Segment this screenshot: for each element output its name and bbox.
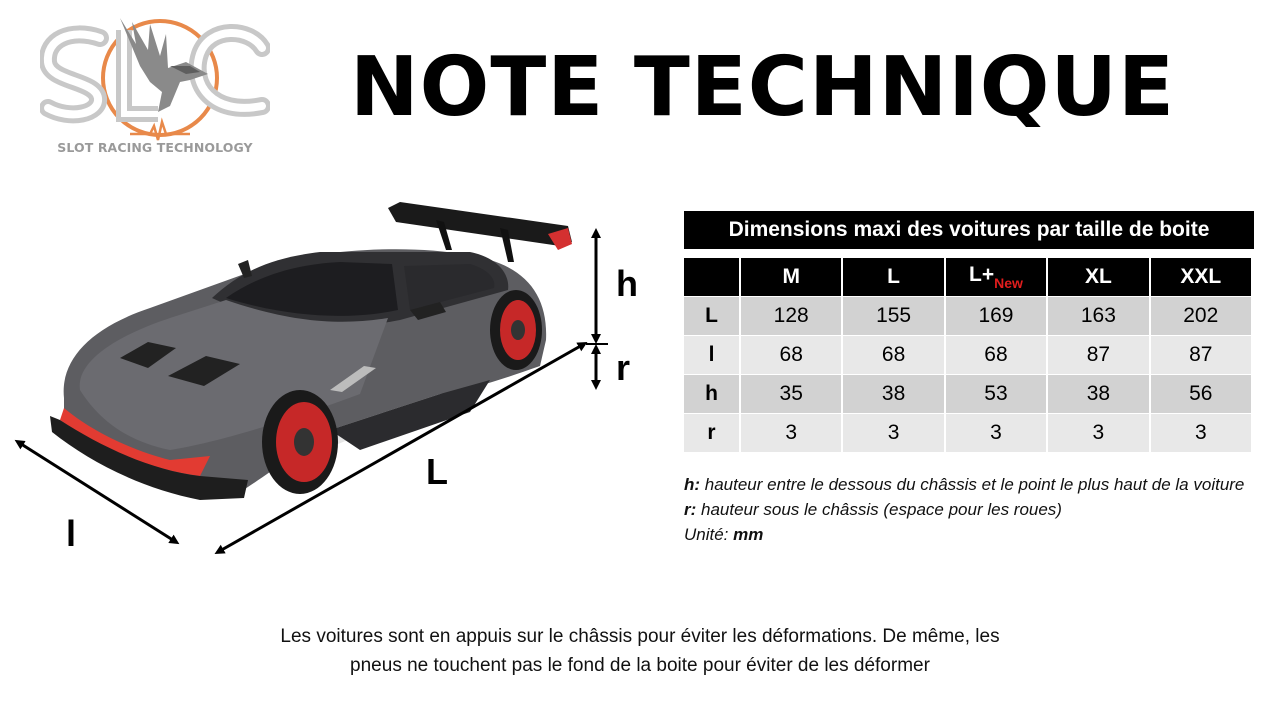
table-cell: 3	[843, 414, 943, 452]
column-header: $L+_{New}$	[946, 258, 1046, 296]
table-row	[684, 336, 1251, 374]
row-header: h	[684, 375, 739, 413]
table-cell: 68	[946, 336, 1046, 374]
column-header: L	[843, 258, 943, 296]
column-header: XL	[1048, 258, 1148, 296]
brand-tagline: SLOT RACING TECHNOLOGY	[57, 140, 253, 155]
table-cell: 68	[741, 336, 841, 374]
brand-logo	[40, 10, 270, 160]
table-cell: 163	[1048, 297, 1148, 335]
table-cell: 38	[843, 375, 943, 413]
sports-car-illustration	[0, 180, 660, 580]
table-cell: 128	[741, 297, 841, 335]
dimensions-table	[682, 257, 1253, 453]
table-cell: 56	[1151, 375, 1251, 413]
column-header: XXL	[1151, 258, 1251, 296]
table-cell: 53	[946, 375, 1046, 413]
table-cell: 155	[843, 297, 943, 335]
footer-line-1: Les voitures sont en appuis sur le châssis pour éviter les déformations. De même, les	[280, 626, 1000, 647]
eagle-logo-icon	[40, 10, 270, 160]
car-diagram	[0, 180, 660, 580]
table-cell: 3	[741, 414, 841, 452]
new-badge: New	[994, 275, 1023, 291]
table-cell: 68	[843, 336, 943, 374]
table-row	[684, 414, 1251, 452]
table-cell: 38	[1048, 375, 1148, 413]
row-header: L	[684, 297, 739, 335]
table-cell: 202	[1151, 297, 1251, 335]
table-cell: 35	[741, 375, 841, 413]
note-h: h: hauteur entre le dessous du châssis et le point le plus haut de la voiture	[684, 475, 1245, 494]
page-title: NOTE TECHNIQUE	[350, 40, 1176, 135]
footer-line-2: pneus ne touchent pas le fond de la boite pour éviter de les déformer	[350, 655, 930, 676]
table-cell: 3	[1151, 414, 1251, 452]
note-unit: Unité: mm	[684, 525, 764, 544]
table-cell: 3	[1048, 414, 1148, 452]
table-corner-cell	[684, 258, 739, 296]
table-title: Dimensions maxi des voitures par taille de boite	[684, 211, 1254, 249]
table-cell: 169	[946, 297, 1046, 335]
table-cell: 87	[1151, 336, 1251, 374]
row-header: r	[684, 414, 739, 452]
width-label: l	[66, 513, 77, 554]
table-header-row	[684, 258, 1251, 296]
footer-text	[150, 622, 1130, 680]
table-cell: 87	[1048, 336, 1148, 374]
length-label: L	[426, 451, 448, 492]
note-r: r: hauteur sous le châssis (espace pour les roues)	[684, 500, 1062, 519]
table-row	[684, 375, 1251, 413]
table-cell: 3	[946, 414, 1046, 452]
clearance-label: r	[616, 347, 631, 388]
column-header: M	[741, 258, 841, 296]
row-header: l	[684, 336, 739, 374]
table-row	[684, 297, 1251, 335]
legend-notes	[684, 472, 1254, 547]
height-label: h	[616, 263, 638, 304]
